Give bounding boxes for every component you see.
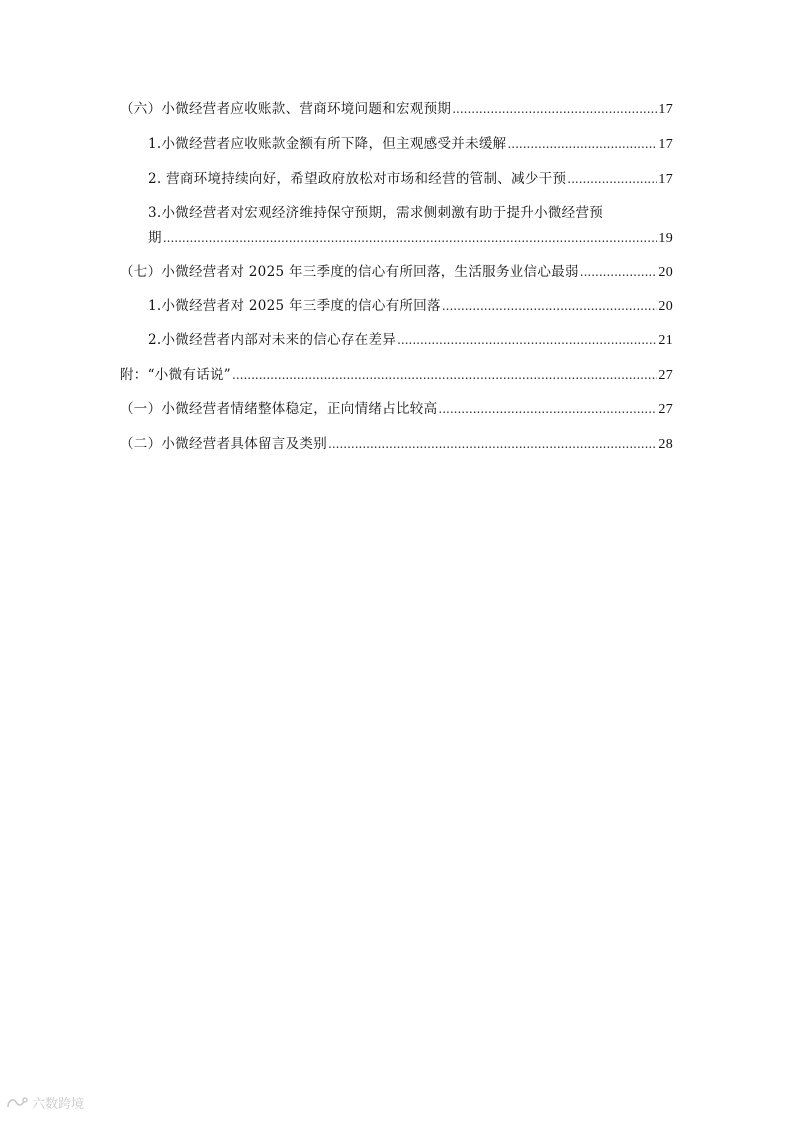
toc-entry-title-line2: 期 <box>148 230 162 246</box>
toc-page-number: 20 <box>658 265 673 280</box>
toc-page-number: 21 <box>658 333 673 348</box>
toc-page-number: 27 <box>658 402 673 417</box>
toc-leader-dots <box>163 229 658 247</box>
watermark-text: 六数跨境 <box>32 1097 85 1112</box>
toc-page-number: 19 <box>658 231 673 246</box>
toc-entry[interactable] <box>120 100 673 119</box>
toc-entry-title: 2.小微经营者内部对未来的信心存在差异 <box>148 332 397 348</box>
toc-entry[interactable] <box>148 331 673 350</box>
toc-page-number: 17 <box>658 137 673 152</box>
toc-leader-dots <box>580 263 658 281</box>
toc-page-number: 28 <box>658 437 673 452</box>
toc-entry[interactable] <box>120 366 673 385</box>
toc-leader-dots <box>452 100 657 118</box>
toc-entry-title: （一）小微经营者情绪整体稳定，正向情绪占比较高 <box>120 401 438 417</box>
toc-entry[interactable] <box>148 170 673 189</box>
toc-entry[interactable] <box>120 400 673 419</box>
toc-leader-dots <box>442 297 658 315</box>
toc-entry-title: 附：“小微有话说” <box>120 367 232 383</box>
toc-entry-title-line1: 3.小微经营者对宏观经济维持保守预期，需求侧刺激有助于提升小微经营预 <box>148 205 604 221</box>
toc-leader-dots <box>438 400 657 418</box>
toc-page-number: 17 <box>658 172 673 187</box>
toc-entry-title: 1.小微经营者应收账款金额有所下降，但主观感受并未缓解 <box>148 136 507 152</box>
toc-entry-title: （六）小微经营者应收账款、营商环境问题和宏观预期 <box>120 101 452 117</box>
toc-page-number: 17 <box>658 102 673 117</box>
toc-entry[interactable] <box>120 435 673 454</box>
watermark-logo-icon <box>6 1096 28 1110</box>
watermark <box>6 1093 84 1112</box>
toc-entry[interactable] <box>120 263 673 282</box>
toc-entry-title: （七）小微经营者对 2025 年三季度的信心有所回落，生活服务业信心最弱 <box>120 264 579 280</box>
toc-leader-dots <box>507 135 657 153</box>
toc-entry-title: （二）小微经营者具体留言及类别 <box>120 436 327 452</box>
toc-entry[interactable] <box>148 204 673 222</box>
toc-entry-title: 1.小微经营者对 2025 年三季度的信心有所回落 <box>148 298 441 314</box>
toc-leader-dots <box>328 435 657 453</box>
toc-leader-dots <box>567 170 657 188</box>
toc-entry-continuation[interactable] <box>148 229 673 248</box>
toc-leader-dots <box>397 331 657 349</box>
toc-page-number: 20 <box>658 299 673 314</box>
toc-leader-dots <box>232 366 657 384</box>
toc-entry[interactable] <box>148 297 673 316</box>
toc-entry-title: 2. 营商环境持续向好，希望政府放松对市场和经营的管制、减少干预 <box>148 171 567 187</box>
toc-page-number: 27 <box>658 368 673 383</box>
toc-entry[interactable] <box>148 135 673 154</box>
